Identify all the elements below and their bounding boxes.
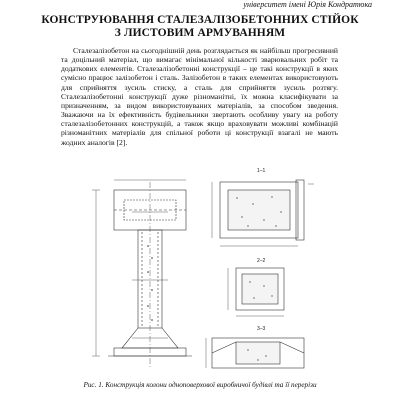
section-label-3: 3–3 <box>257 326 266 332</box>
column-drawing <box>52 162 352 374</box>
body-paragraph: Сталезалізобетон на сьогоднішній день розглядається як найбільш прогресивний та доцільний матеріал, що вимагає мінімальної кількості зварювальних робіт та додаткових елементів. Сталезалізобетонні конструкції – це такі конструкції в яких сумісно працює залізобетон і сталь. Залізобетон в таких елементах використовують для сприйняття зусиль стиску, а сталь для сприйняття зусиль розтягу. Сталезалізобетонні конструкції дуже різноманітні, їх можна класифікувати за призначенням, за видом використовуваних матеріалів, за способом зведення. Зважаючи на їх ефективність будівельники звертають особливу увагу на роботу сталезалізобетонних конструкцій, а також якщо враховувати можливі комбінацій різноманітних матеріалів для спільної роботи ці конструкції взагалі не мають жодних аналогів [2]. <box>61 46 338 147</box>
figure-caption: Рис. 1. Конструкція колони одноповерхової виробничої будівлі та її перерізи <box>83 381 317 389</box>
title-line-2: З ЛИСТОВИМ АРМУВАННЯМ <box>114 27 286 39</box>
section-1-1-drawing <box>212 180 314 246</box>
affiliation-text: університет імені Юрія Кондратюка <box>243 0 372 9</box>
article-title <box>0 14 400 40</box>
section-label-2: 2–2 <box>257 258 266 264</box>
section-2-2-drawing <box>228 268 284 316</box>
section-3-3-drawing <box>206 338 304 368</box>
title-line-1: КОНСТРУЮВАННЯ СТАЛЕЗАЛІЗОБЕТОННИХ СТІЙОК <box>41 14 359 26</box>
section-label-1: 1–1 <box>257 168 266 174</box>
column-drawing-figure <box>52 162 352 374</box>
